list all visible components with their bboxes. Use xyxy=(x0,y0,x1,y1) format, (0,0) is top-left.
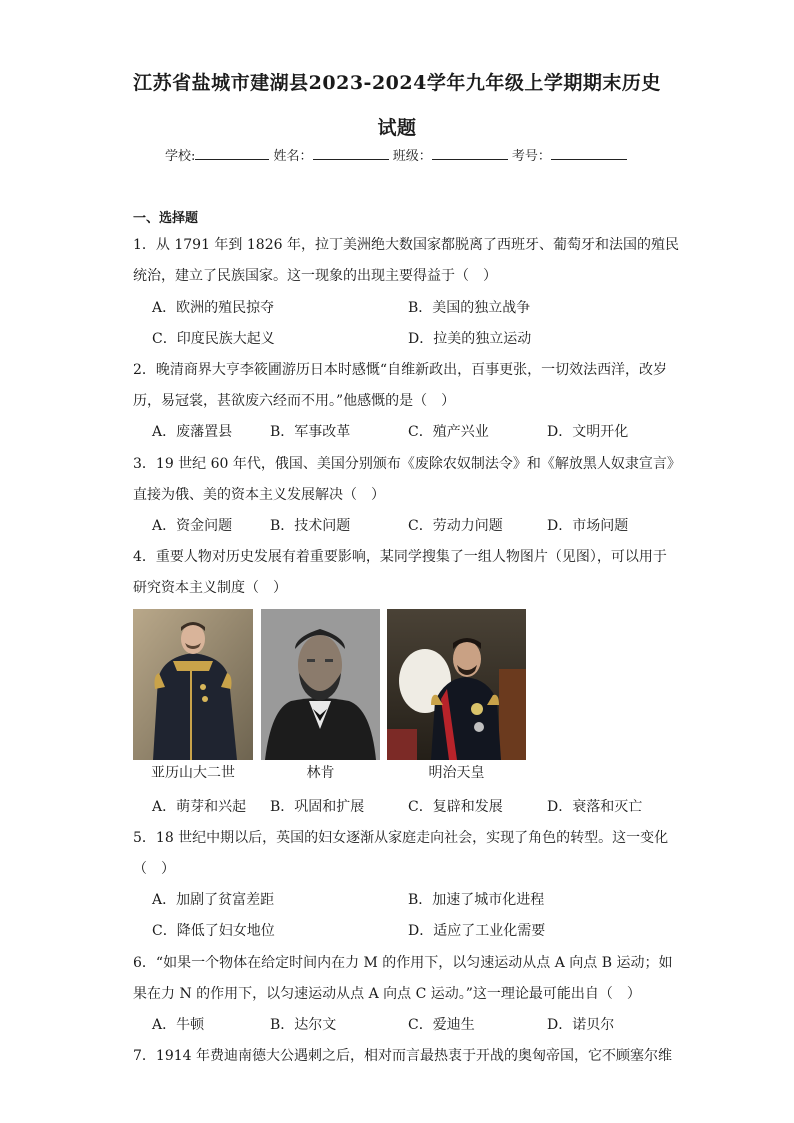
portrait-caption-meiji: 明治天皇 xyxy=(428,765,485,781)
student-info-row xyxy=(165,145,627,164)
question-5-line-2: （ ） xyxy=(133,861,175,877)
portrait-caption-alexander-ii: 亚历山大二世 xyxy=(151,765,235,781)
portrait-lincoln xyxy=(261,609,380,760)
question-1-option-c[interactable]: C．印度民族大起义 xyxy=(152,331,275,347)
question-2-option-a[interactable]: A．废藩置县 xyxy=(152,424,233,440)
portrait-meiji-emperor xyxy=(387,609,526,760)
school-blank[interactable] xyxy=(195,147,269,160)
question-5-option-a[interactable]: A．加剧了贫富差距 xyxy=(152,892,275,908)
page-title-line2: 试题 xyxy=(377,117,417,139)
question-4-option-c[interactable]: C．复辟和发展 xyxy=(408,799,503,815)
class-label: 班级： xyxy=(392,149,432,164)
question-3-option-a[interactable]: A．资金问题 xyxy=(152,518,233,534)
section-title: 一、选择题 xyxy=(133,211,199,226)
name-blank[interactable] xyxy=(313,147,389,160)
school-label: 学校: xyxy=(165,149,196,164)
question-1-option-b[interactable]: B．美国的独立战争 xyxy=(408,300,531,316)
question-3-option-b[interactable]: B．技术问题 xyxy=(270,518,351,534)
question-2-option-c[interactable]: C．殖产兴业 xyxy=(408,424,489,440)
exam-number-label: 考号： xyxy=(511,149,551,164)
exam-number-blank[interactable] xyxy=(551,147,627,160)
question-5-line-1: 5．18 世纪中期以后，英国的妇女逐渐从家庭走向社会，实现了角色的转型。这一变化 xyxy=(133,830,669,846)
class-blank[interactable] xyxy=(432,147,508,160)
question-2-line-2: 历，易冠裳，甚欲废六经而不用。”他感慨的是（ ） xyxy=(133,393,456,409)
portrait-alexander-ii xyxy=(133,609,253,760)
question-6-option-c[interactable]: C．爱迪生 xyxy=(408,1017,475,1033)
question-6-line-2: 果在力 N 的作用下，以匀速运动从点 A 向点 C 运动。”这一理论最可能出自（ ） xyxy=(133,986,641,1002)
question-2-option-b[interactable]: B．军事改革 xyxy=(270,424,351,440)
question-3-line-1: 3．19 世纪 60 年代，俄国、美国分别颁布《废除农奴制法令》和《解放黑人奴隶宣言》 xyxy=(133,456,681,472)
question-4-option-d[interactable]: D．衰落和灭亡 xyxy=(547,799,643,815)
question-1-line-1: 1．从 1791 年到 1826 年，拉丁美洲绝大数国家都脱离了西班牙、葡萄牙和法国的殖民 xyxy=(133,237,679,253)
question-4-line-1: 4．重要人物对历史发展有着重要影响，某同学搜集了一组人物图片（见图），可以用于 xyxy=(133,549,667,565)
question-6-option-d[interactable]: D．诺贝尔 xyxy=(547,1017,615,1033)
question-5-option-d[interactable]: D．适应了工业化需要 xyxy=(408,923,546,939)
question-6-option-a[interactable]: A．牛顿 xyxy=(152,1017,205,1033)
question-1-option-d[interactable]: D．拉美的独立运动 xyxy=(408,331,532,347)
question-3-option-c[interactable]: C．劳动力问题 xyxy=(408,518,503,534)
page-title-line1: 江苏省盐城市建湖县2023-2024学年九年级上学期期末历史 xyxy=(133,72,661,94)
question-4-line-2: 研究资本主义制度（ ） xyxy=(133,580,287,596)
question-5-option-c[interactable]: C．降低了妇女地位 xyxy=(152,923,275,939)
question-1-line-2: 统治，建立了民族国家。这一现象的出现主要得益于（ ） xyxy=(133,268,497,284)
question-3-line-2: 直接为俄、美的资本主义发展解决（ ） xyxy=(133,487,385,503)
question-6-option-b[interactable]: B．达尔文 xyxy=(270,1017,337,1033)
portrait-caption-lincoln: 林肯 xyxy=(306,765,335,781)
name-label: 姓名： xyxy=(273,149,313,164)
question-4-option-a[interactable]: A．萌芽和兴起 xyxy=(152,799,247,815)
question-4-option-b[interactable]: B．巩固和扩展 xyxy=(270,799,365,815)
question-5-option-b[interactable]: B．加速了城市化进程 xyxy=(408,892,545,908)
question-2-line-1: 2．晚清商界大亨李筱圃游历日本时感慨“自维新政出，百事更张，一切效法西洋，改岁 xyxy=(133,362,668,378)
question-1-option-a[interactable]: A．欧洲的殖民掠夺 xyxy=(152,300,275,316)
question-6-line-1: 6．“如果一个物体在给定时间内在力 M 的作用下，以匀速运动从点 A 向点 B 运动；如 xyxy=(133,955,673,971)
question-7-line-1: 7．1914 年费迪南德大公遇刺之后，相对而言最热衷于开战的奥匈帝国，它不顾塞尔维 xyxy=(133,1048,672,1064)
question-3-option-d[interactable]: D．市场问题 xyxy=(547,518,629,534)
question-2-option-d[interactable]: D．文明开化 xyxy=(547,424,629,440)
